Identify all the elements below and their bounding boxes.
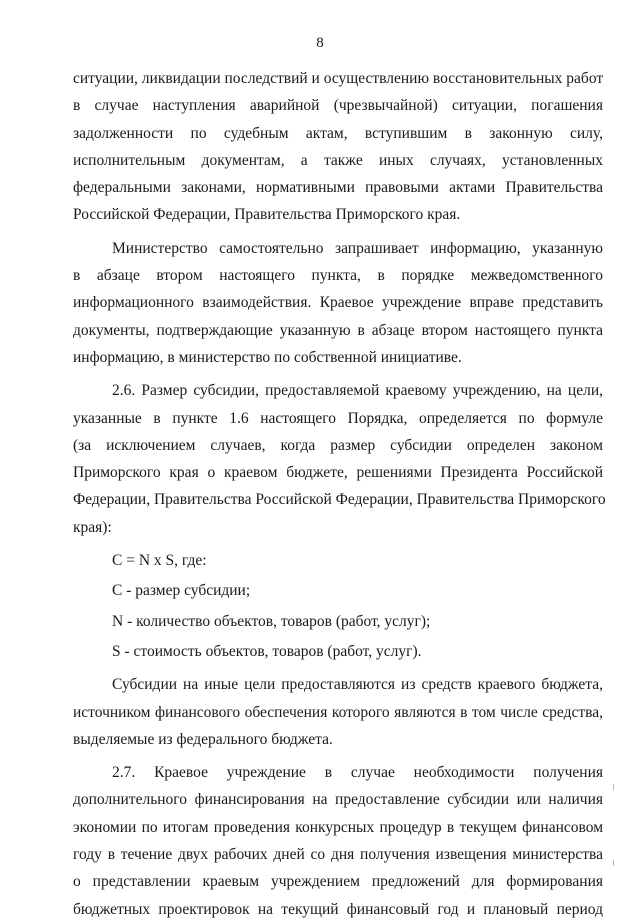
- text-line: (за исключением случаев, когда размер субсидии определен законом: [73, 436, 603, 454]
- paragraph-continuation: [73, 65, 603, 229]
- paragraph-clause-2-6: [73, 377, 606, 541]
- text-line: информационного взаимодействия. Краевое учреждение вправе представить: [73, 294, 603, 312]
- text-line: информацию, в министерство по собственной инициативе.: [73, 348, 462, 366]
- text-line: задолженности по судебным актам, вступившим в законную силу,: [73, 124, 603, 142]
- text-line: о представлении краевым учреждением предложений для формирования: [73, 873, 603, 891]
- text-line: Министерство самостоятельно запрашивает информацию, указанную: [112, 239, 603, 257]
- text-line: исполнительным документам, а также иных случаях, установленных: [73, 151, 603, 169]
- text-line: Российской Федерации, Правительства Приморского края.: [73, 206, 461, 224]
- text-line: дополнительного финансирования на предоставление субсидии или наличия: [73, 791, 603, 809]
- text-line: 2.7. Краевое учреждение в случае необходимости получения: [112, 764, 603, 782]
- formula-line: N - количество объектов, товаров (работ, услуг);: [112, 612, 431, 630]
- text-line: в случае наступления аварийной (чрезвычайной) ситуации, погашения: [73, 97, 603, 115]
- text-line: экономии по итогам проведения конкурсных процедур в текущем финансовом: [73, 818, 603, 836]
- text-line: Федерации, Правительства Российской Федерации, Правительства Приморского: [73, 491, 606, 509]
- text-line: Приморского края о краевом бюджете, решениями Президента Российской: [73, 464, 603, 482]
- text-line: ситуации, ликвидации последствий и осуществлению восстановительных работ: [73, 70, 604, 87]
- formula-block: [73, 547, 603, 665]
- formula-line: S - стоимость объектов, товаров (работ, услуг).: [112, 642, 422, 660]
- text-line: документы, подтверждающие указанную в абзаце втором настоящего пункта: [73, 321, 603, 339]
- paragraph-ministry-request: [73, 235, 603, 371]
- page-number: 8: [316, 35, 324, 51]
- document-body: [73, 65, 606, 923]
- text-line: году в течение двух рабочих дней со дня получения извещения министерства: [73, 846, 603, 864]
- paragraph-clause-2-7: [73, 759, 603, 923]
- text-line: 2.6. Размер субсидии, предоставляемой краевому учреждению, на цели,: [112, 382, 603, 400]
- scan-mark: [613, 784, 614, 790]
- text-line: выделяемые из федерального бюджета.: [73, 730, 333, 748]
- scan-mark: [613, 860, 614, 866]
- text-line: федеральными законами, нормативными правовыми актами Правительства: [73, 179, 603, 197]
- text-line: указанные в пункте 1.6 настоящего Порядка, определяется по формуле: [73, 409, 603, 427]
- text-line: Субсидии на иные цели предоставляются из средств краевого бюджета,: [112, 676, 603, 694]
- text-line: края):: [73, 518, 112, 536]
- formula-line: С - размер субсидии;: [112, 582, 251, 600]
- formula-line: С = N x S, где:: [112, 552, 207, 570]
- text-line: в абзаце втором настоящего пункта, в порядке межведомственного: [73, 267, 603, 285]
- text-line: бюджетных проектировок на текущий финансовый год и плановый период: [73, 900, 603, 918]
- paragraph-subsidy-source: [73, 671, 603, 753]
- text-line: источником финансового обеспечения которого являются в том числе средства,: [73, 703, 603, 721]
